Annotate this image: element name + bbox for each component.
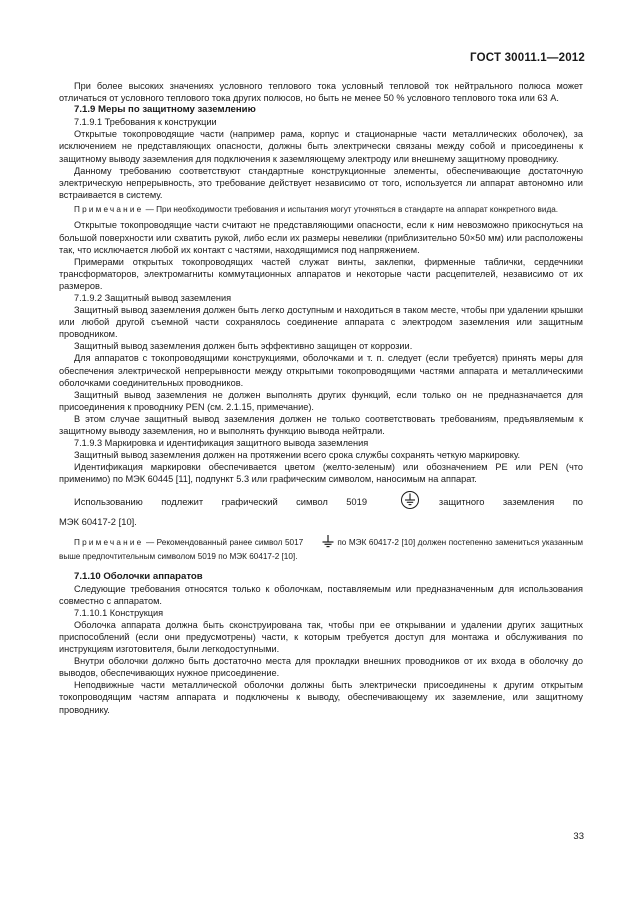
paragraph: Защитный вывод заземления должен быть эффективно защищен от коррозии. <box>74 341 413 352</box>
section-heading-7-1-9: 7.1.9 Меры по защитному заземлению <box>74 104 256 116</box>
paragraph: Защитный вывод заземления должен быть легко доступным и находиться в таком месте, чтобы при удалении крышки или любой другой съемной части сохранялось соединение аппарата с электродом заземления или защитным проводником. <box>59 305 583 340</box>
note-1 <box>59 204 583 216</box>
paragraph: Открытые токопроводящие части считают не представляющими опасности, если к ним невозможно прикоснуться на большой поверхности или схватить рукой, либо если их размеры невелики (приблизительно 50×50 мм) или расположены так, что исключается любой их контакт с частями, находящимися под напряжением. <box>59 220 583 255</box>
subsection-heading-7-1-9-1: 7.1.9.1 Требования к конструкции <box>74 117 217 128</box>
page-number: 33 <box>573 831 584 842</box>
note-2 <box>59 534 583 563</box>
subsection-heading-7-1-9-2: 7.1.9.2 Защитный вывод заземления <box>74 293 232 303</box>
paragraph: Оболочка аппарата должна быть сконструирована так, чтобы при ее открывании и удалении других защитных приспособлений (если они предусмотрены) части, к которым требуется доступ для монтажа и обслуживания по инструкциям изготовителя, были легкодоступными. <box>59 619 583 655</box>
paragraph: Примерами открытых токопроводящих частей служат винты, заклепки, фирменные таблички, сердечники трансформаторов, электромагниты коммутационных аппаратов и некоторые части расцепителей, независимо от их размеров. <box>59 256 583 291</box>
symbol-paragraph-end: МЭК 60417-2 [10]. <box>59 515 137 527</box>
protective-earth-icon <box>385 490 420 515</box>
note-label: Примечание <box>74 537 144 547</box>
symbol-paragraph <box>59 490 583 515</box>
paragraph: Внутри оболочки должно быть достаточно места для прокладки внешних проводников от их входа в оболочку до выводов, обеспечивающих нужное присоединение. <box>59 656 583 679</box>
note-text-before: — Рекомендованный ранее символ 5017 <box>143 537 304 547</box>
symbol-text-before: Использованию подлежит графический символ 5019 <box>74 495 368 507</box>
paragraph: При более высоких значениях условного теплового тока условный тепловой ток нейтрального полюса может отличаться от условного теплового тока других полюсов, но быть не менее 50 % условного теплового тока или 63 А. <box>59 81 583 104</box>
paragraph: Защитный вывод заземления не должен выполнять других функций, если только он не предназначается для присоединения к проводнику PEN (см. 2.1.15, примечание). <box>59 389 583 412</box>
paragraph: Неподвижные части металлической оболочки должны быть электрически присоединены к другим открытым токопроводящим частям аппарата и подключены к выводу, обеспечивающему их заземление, или защитному проводнику. <box>59 680 583 715</box>
paragraph: Идентификация маркировки обеспечивается цветом (желто-зеленым) или обозначением PE или PEN (что применимо) по МЭК 60445 [11], подпункт 5.3 или графическим символом, наносимым на аппарат. <box>59 462 583 485</box>
standard-header: ГОСТ 30011.1—2012 <box>470 52 585 64</box>
note-label: Примечание <box>74 204 144 214</box>
page-body <box>59 80 583 716</box>
note-text-after: по МЭК 60417-2 [10] должен постепенно замениться указанным выше предпочтительным символом 5019 по МЭК 60417-2 [10]. <box>59 537 583 561</box>
symbol-text-after: защитного заземления по <box>438 495 583 507</box>
paragraph: Открытые токопроводящие части (например рама, корпус и стационарные части металлических оболочек), за исключением не представляющих опасности, должны быть электрически связаны между собой и присоединены к защитному выводу заземления для подключения к заземляющему электроду или внешнему защитному проводнику. <box>59 129 583 164</box>
earth-icon <box>306 534 335 552</box>
paragraph: Данному требованию соответствуют стандартные конструкционные элементы, обеспечивающие достаточную электрическую непрерывность, это требование действует независимо от того, используется ли аппарат автономно или встраивается в систему. <box>59 165 583 200</box>
subsection-heading-7-1-10-1: 7.1.10.1 Конструкция <box>74 607 164 618</box>
note-text: — При необходимости требования и испытания могут уточняться в стандарте на аппарат конкретного вида. <box>143 204 559 214</box>
paragraph: Следующие требования относятся только к оболочкам, поставляемым или предназначенным для использования совместно с аппаратом. <box>59 583 583 606</box>
paragraph: Защитный вывод заземления должен на протяжении всего срока службы сохранять четкую маркировку. <box>74 450 521 461</box>
subsection-heading-7-1-9-3: 7.1.9.3 Маркировка и идентификация защитного вывода заземления <box>74 438 369 449</box>
paragraph: Для аппаратов с токопроводящими конструкциями, оболочками и т. п. следует (если требуется) принять меры для обеспечения электрической непрерывности между открытыми токопроводящими частями аппарата и металлическими оболочками соединительных проводников. <box>59 353 583 388</box>
section-heading-7-1-10: 7.1.10 Оболочки аппаратов <box>74 570 203 582</box>
paragraph: В этом случае защитный вывод заземления должен не только соответствовать требованиям, предъявляемым к защитному выводу заземления, но и выполнять функцию вывода нейтрали. <box>59 413 583 437</box>
